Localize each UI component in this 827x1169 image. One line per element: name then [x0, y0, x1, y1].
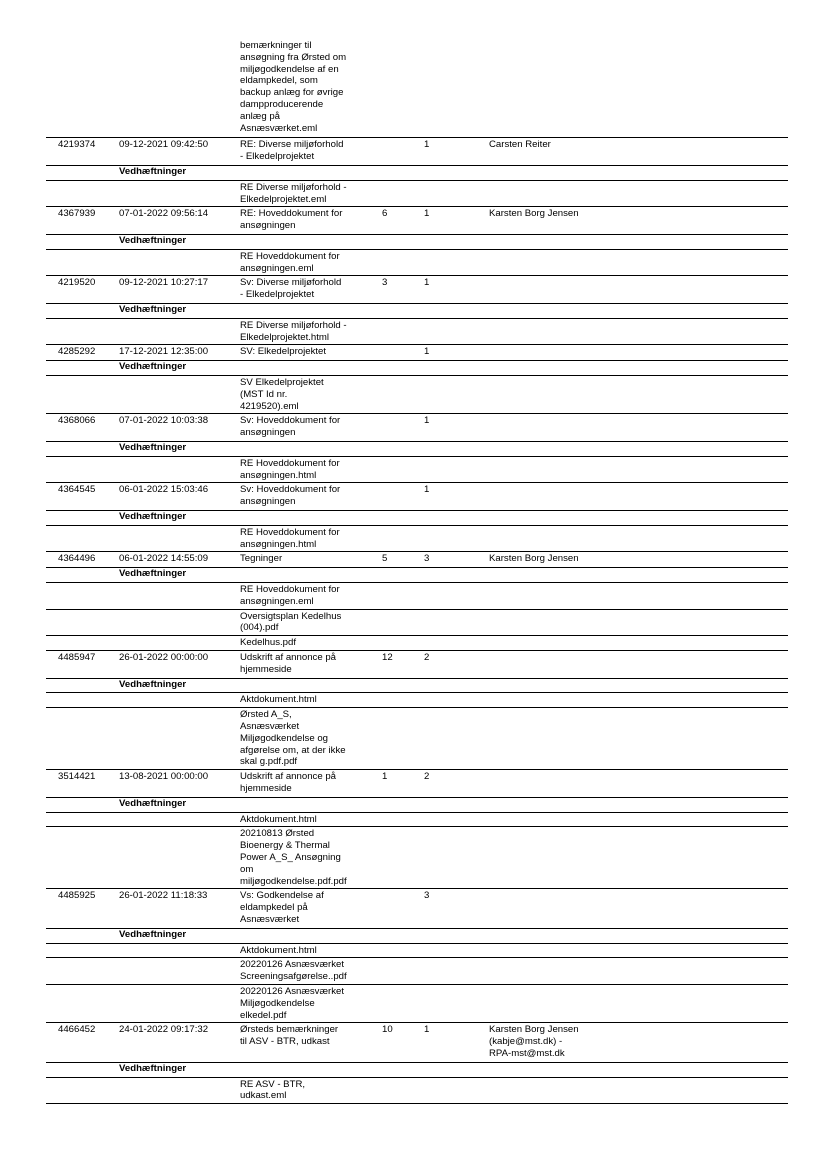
- attachments-header: Vedhæftninger: [119, 928, 187, 940]
- document-title: Sv: Hoveddokument for ansøgningen: [240, 484, 341, 508]
- document-id: 4485925: [58, 890, 96, 902]
- page-count: 5: [382, 553, 388, 565]
- document-id: 4364545: [58, 484, 96, 496]
- document-date: 26-01-2022 00:00:00: [119, 652, 209, 663]
- document-title: Vs: Godkendelse af eldampkedel på Asnæsværket: [240, 890, 324, 925]
- row-separator: [46, 943, 788, 944]
- row-separator: [46, 812, 788, 813]
- row-separator: [46, 582, 788, 583]
- attachment-count: 1: [424, 346, 430, 358]
- sender-name: Karsten Borg Jensen (kabje@mst.dk) - RPA-mst@mst.dk: [489, 1024, 579, 1059]
- row-separator: [46, 635, 788, 636]
- document-title: Sv: Diverse miljøforhold - Elkedelprojektet: [240, 277, 342, 301]
- document-date: 26-01-2022 11:18:33: [119, 890, 208, 902]
- attachment-name: Aktdokument.html: [240, 944, 317, 956]
- row-separator: [46, 551, 788, 552]
- row-separator: [46, 249, 788, 250]
- document-id: 4367939: [58, 208, 96, 220]
- document-title: Udskrift af annonce på hjemmeside: [240, 771, 336, 794]
- row-separator: [46, 1103, 788, 1104]
- row-separator: [46, 180, 788, 181]
- attachment-name: RE Hoveddokument for ansøgningen.eml: [240, 584, 340, 607]
- row-separator: [46, 413, 788, 414]
- row-separator: [46, 137, 788, 138]
- attachment-name: RE Hoveddokument for ansøgningen.eml: [240, 250, 340, 274]
- row-separator: [46, 375, 788, 376]
- page-count: 6: [382, 208, 388, 220]
- document-title: RE: Hoveddokument for ansøgningen: [240, 208, 343, 232]
- row-separator: [46, 525, 788, 526]
- document-title: Ørsteds bemærkninger til ASV - BTR, udkast: [240, 1024, 339, 1048]
- page-count: 12: [382, 652, 393, 663]
- attachments-header: Vedhæftninger: [119, 797, 187, 809]
- row-separator: [46, 318, 788, 319]
- continued-attachment-name: bemærkninger til ansøgning fra Ørsted om miljøgodkendelse af en eldampkedel, som backup anlæg for øvrige dampproducerende anlæg på Asnæsværket.eml: [240, 40, 347, 134]
- row-separator: [46, 692, 788, 693]
- attachment-name: SV Elkedelprojektet (MST Id nr. 4219520).eml: [240, 377, 324, 412]
- attachment-count: 1: [424, 208, 430, 220]
- attachment-count: 3: [424, 553, 430, 565]
- row-separator: [46, 206, 788, 207]
- document-date: 09-12-2021 09:42:50: [119, 139, 209, 151]
- attachments-header: Vedhæftninger: [119, 678, 187, 690]
- document-date: 17-12-2021 12:35:00: [119, 346, 209, 358]
- row-separator: [46, 888, 788, 889]
- document-date: 24-01-2022 09:17:32: [119, 1024, 209, 1036]
- attachment-name: RE Diverse miljøforhold - Elkedelprojektet.eml: [240, 181, 347, 205]
- attachment-name: Kedelhus.pdf: [240, 637, 297, 649]
- row-separator: [46, 707, 788, 708]
- document-id: 4364496: [58, 553, 96, 565]
- page-count: 1: [382, 771, 388, 783]
- attachments-header: Vedhæftninger: [119, 1062, 187, 1074]
- document-date: 06-01-2022 15:03:46: [119, 484, 209, 496]
- attachment-count: 1: [424, 415, 430, 427]
- attachments-header: Vedhæftninger: [119, 361, 187, 373]
- attachment-name: Oversigtsplan Kedelhus (004).pdf: [240, 610, 342, 634]
- attachment-name: RE Hoveddokument for ansøgningen.html: [240, 526, 340, 550]
- document-date: 09-12-2021 10:27:17: [119, 277, 209, 289]
- attachment-name: RE ASV - BTR, udkast.eml: [240, 1078, 306, 1102]
- attachments-header: Vedhæftninger: [119, 511, 187, 522]
- document-id: 4219520: [58, 277, 96, 289]
- row-separator: [46, 456, 788, 457]
- sender-name: Carsten Reiter: [489, 139, 551, 151]
- attachment-count: 2: [424, 652, 430, 663]
- attachments-header: Vedhæftninger: [119, 166, 187, 177]
- attachment-name: 20210813 Ørsted Bioenergy & Thermal Power A_S_ Ansøgning om miljøgodkendelse.pdf.pdf: [240, 828, 347, 887]
- document-title: Tegninger: [240, 553, 283, 565]
- row-separator: [46, 826, 788, 827]
- attachment-name: Ørsted A_S, Asnæsværket Miljøgodkendelse og afgørelse om, at der ikke skal g.pdf.pdf: [240, 709, 346, 768]
- attachment-name: RE Diverse miljøforhold - Elkedelprojektet.html: [240, 319, 347, 343]
- row-separator: [46, 650, 788, 651]
- row-separator: [46, 984, 788, 985]
- document-title: RE: Diverse miljøforhold - Elkedelprojektet: [240, 139, 344, 163]
- document-date: 07-01-2022 09:56:14: [119, 208, 209, 220]
- document-title: Sv: Hoveddokument for ansøgningen: [240, 415, 341, 439]
- document-id: 4285292: [58, 346, 96, 358]
- document-id: 4368066: [58, 415, 96, 427]
- document-date: 07-01-2022 10:03:38: [119, 415, 209, 427]
- document-id: 4466452: [58, 1024, 96, 1036]
- attachment-count: 1: [424, 277, 430, 289]
- document-title: SV: Elkedelprojektet: [240, 346, 327, 358]
- page-count: 10: [382, 1024, 393, 1036]
- row-separator: [46, 1077, 788, 1078]
- document-id: 3514421: [58, 771, 96, 783]
- attachment-count: 1: [424, 139, 430, 151]
- row-separator: [46, 769, 788, 770]
- sender-name: Karsten Borg Jensen: [489, 208, 579, 220]
- row-separator: [46, 1022, 788, 1023]
- row-separator: [46, 482, 788, 483]
- attachments-header: Vedhæftninger: [119, 442, 187, 453]
- row-separator: [46, 957, 788, 958]
- attachment-name: 20220126 Asnæsværket Screeningsafgørelse..pdf: [240, 959, 347, 983]
- row-separator: [46, 344, 788, 345]
- document-date: 06-01-2022 14:55:09: [119, 553, 209, 565]
- attachment-count: 1: [424, 484, 430, 496]
- attachment-count: 2: [424, 771, 430, 783]
- document-id: 4485947: [58, 652, 96, 663]
- attachments-header: Vedhæftninger: [119, 235, 187, 246]
- attachment-name: 20220126 Asnæsværket Miljøgodkendelse elkedel.pdf: [240, 986, 344, 1021]
- attachments-header: Vedhæftninger: [119, 304, 187, 315]
- sender-name: Karsten Borg Jensen: [489, 553, 579, 565]
- attachment-name: Aktdokument.html: [240, 694, 317, 706]
- attachments-header: Vedhæftninger: [119, 568, 187, 580]
- document-title: Udskrift af annonce på hjemmeside: [240, 652, 336, 675]
- attachment-name: RE Hoveddokument for ansøgningen.html: [240, 457, 340, 481]
- attachment-name: Aktdokument.html: [240, 813, 317, 825]
- attachment-count: 1: [424, 1024, 430, 1036]
- page-count: 3: [382, 277, 388, 289]
- row-separator: [46, 275, 788, 276]
- attachment-count: 3: [424, 890, 430, 902]
- document-date: 13-08-2021 00:00:00: [119, 771, 209, 783]
- row-separator: [46, 609, 788, 610]
- document-id: 4219374: [58, 139, 96, 151]
